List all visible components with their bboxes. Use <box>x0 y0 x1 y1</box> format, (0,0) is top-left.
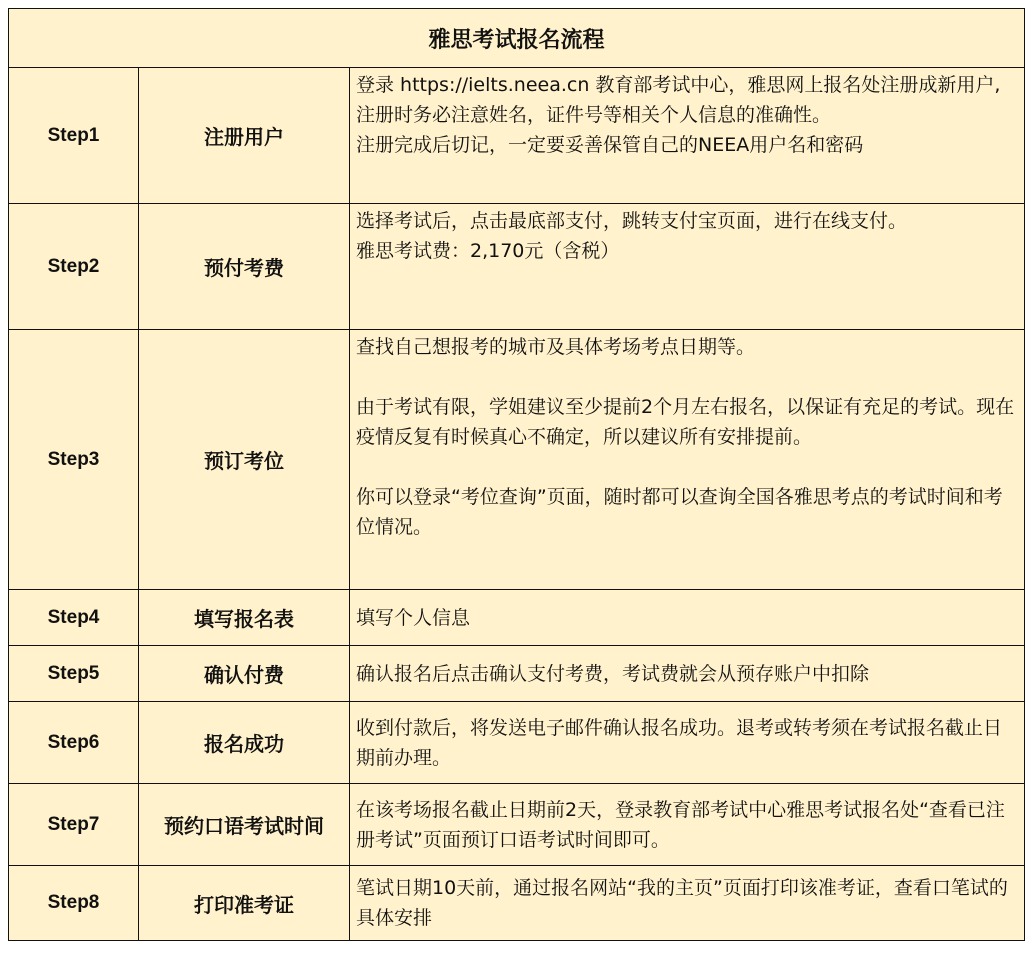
step-description <box>350 68 1025 204</box>
description-paragraph: 填写个人信息 <box>356 606 471 629</box>
step-number: Step2 <box>9 204 139 330</box>
description-paragraph: 收到付款后，将发送电子邮件确认报名成功。退考或转考须在考试报名截止日期前办理。 <box>356 716 1003 769</box>
step-description <box>350 702 1025 784</box>
step-number: Step7 <box>9 784 139 866</box>
step-name: 确认付费 <box>139 646 350 702</box>
description-paragraph: 雅思考试费：2,170元（含税） <box>356 240 620 262</box>
description-paragraph: 登录 https://ielts.neea.cn 教育部考试中心，雅思网上报名处注册成新用户,注册时务必注意姓名，证件号等相关个人信息的准确性。 <box>356 74 1001 126</box>
description-paragraph: 确认报名后点击确认支付考费，考试费就会从预存账户中扣除 <box>356 662 870 685</box>
table-row <box>9 702 1025 784</box>
table-title: 雅思考试报名流程 <box>9 9 1025 68</box>
step-name: 预约口语考试时间 <box>139 784 350 866</box>
table-row <box>9 590 1025 646</box>
table-row <box>9 646 1025 702</box>
table-row <box>9 204 1025 330</box>
description-paragraph: 查找自己想报考的城市及具体考场考点日期等。 <box>356 336 756 358</box>
step-description <box>350 590 1025 646</box>
step-number: Step8 <box>9 866 139 941</box>
title-row <box>9 9 1025 68</box>
step-description <box>350 330 1025 590</box>
step-description <box>350 784 1025 866</box>
description-paragraph: 注册完成后切记，一定要妥善保管自己的NEEA用户名和密码 <box>356 134 864 156</box>
step-name: 报名成功 <box>139 702 350 784</box>
table-row <box>9 866 1025 941</box>
step-number: Step4 <box>9 590 139 646</box>
step-number: Step6 <box>9 702 139 784</box>
step-description <box>350 646 1025 702</box>
step-number: Step3 <box>9 330 139 590</box>
step-description <box>350 204 1025 330</box>
step-number: Step5 <box>9 646 139 702</box>
step-name: 打印准考证 <box>139 866 350 941</box>
description-paragraph: 在该考场报名截止日期前2天，登录教育部考试中心雅思考试报名处“查看已注册考试”页面预订口语考试时间即可。 <box>356 798 1005 851</box>
step-name: 预订考位 <box>139 330 350 590</box>
description-paragraph: 选择考试后，点击最底部支付，跳转支付宝页面，进行在线支付。 <box>356 210 908 232</box>
table-row <box>9 784 1025 866</box>
table-row <box>9 68 1025 204</box>
description-paragraph: 笔试日期10天前，通过报名网站“我的主页”页面打印该准考证，查看口笔试的具体安排 <box>356 877 1008 929</box>
table-row <box>9 330 1025 590</box>
description-paragraph: 你可以登录“考位查询”页面，随时都可以查询全国各雅思考点的考试时间和考位情况。 <box>356 486 1003 538</box>
step-name: 填写报名表 <box>139 590 350 646</box>
step-number: Step1 <box>9 68 139 204</box>
step-name: 注册用户 <box>139 68 350 204</box>
step-description <box>350 866 1025 941</box>
registration-process-table <box>8 8 1025 941</box>
description-paragraph: 由于考试有限，学姐建议至少提前2个月左右报名，以保证有充足的考试。现在疫情反复有时候真心不确定，所以建议所有安排提前。 <box>356 396 1015 448</box>
step-name: 预付考费 <box>139 204 350 330</box>
